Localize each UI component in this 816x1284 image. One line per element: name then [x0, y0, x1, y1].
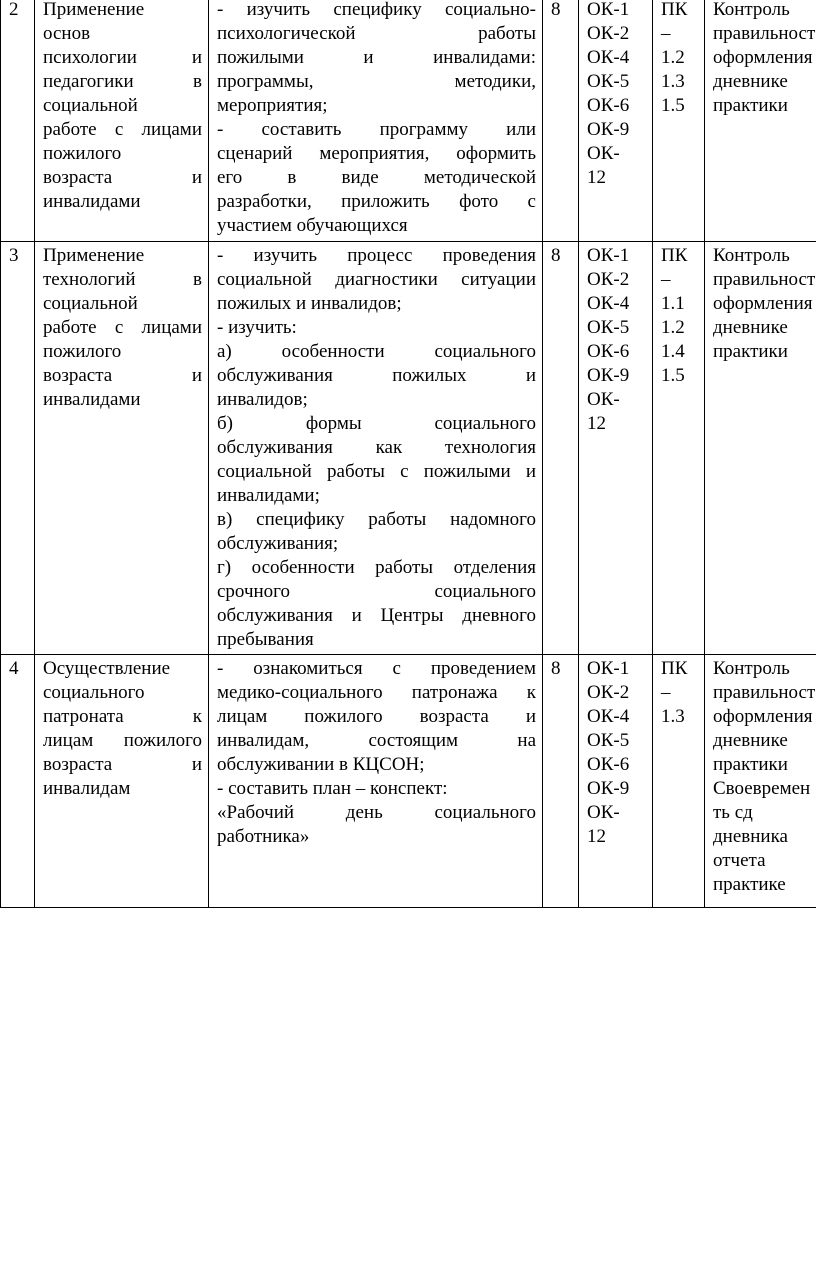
- pk-line: –: [661, 269, 671, 290]
- ok-line: ОК-5: [587, 317, 630, 338]
- table-body: [1, 0, 816, 908]
- topic-line: пожилого: [43, 341, 122, 362]
- control-line: отчета: [713, 850, 766, 871]
- ok-line: ОК-6: [587, 754, 630, 775]
- ok-line: ОК-: [587, 143, 620, 164]
- tasks-line: социальной диагностики ситуации: [217, 269, 536, 290]
- topic-line: лицам пожилого: [43, 730, 202, 751]
- tasks-line: обслуживания;: [217, 533, 339, 554]
- tasks-line: мероприятия;: [217, 95, 328, 116]
- tasks-line: пожилыми и инвалидами:: [217, 47, 536, 68]
- hours-cell: 8: [543, 655, 579, 908]
- tasks-line: - составить план – конспект:: [217, 778, 448, 799]
- table-row: [1, 0, 816, 242]
- ok-line: ОК-5: [587, 730, 630, 751]
- topic-line: возраста и: [43, 167, 202, 188]
- tasks-line: лицам пожилого возраста и: [217, 706, 536, 727]
- tasks-line: обслуживания как технология: [217, 437, 536, 458]
- general-competencies-cell: [579, 0, 653, 242]
- topic-line: инвалидами: [43, 389, 141, 410]
- ok-line: ОК-6: [587, 341, 630, 362]
- pk-line: 1.3: [661, 706, 685, 727]
- control-line: оформления: [713, 293, 813, 314]
- tasks-line: б) формы социального: [217, 413, 536, 434]
- tasks-line: медико-социального патронажа к: [217, 682, 536, 703]
- ok-line: ОК-: [587, 802, 620, 823]
- control-line: практики: [713, 341, 788, 362]
- control-line: оформления: [713, 47, 813, 68]
- row-number-cell: 3: [1, 242, 35, 655]
- pk-line: ПК: [661, 245, 688, 266]
- topic-line: социального: [43, 682, 145, 703]
- tasks-line: срочного социального: [217, 581, 536, 602]
- control-line: практики: [713, 754, 788, 775]
- tasks-line: инвалидов;: [217, 389, 308, 410]
- pk-line: 1.5: [661, 365, 685, 386]
- ok-line: ОК-1: [587, 658, 630, 679]
- tasks-line: в) специфику работы надомного: [217, 509, 536, 530]
- pk-line: 1.5: [661, 95, 685, 116]
- ok-line: ОК-1: [587, 245, 630, 266]
- topic-line: возраста и: [43, 754, 202, 775]
- control-line: дневнике: [713, 730, 788, 751]
- topic-line: работе с лицами: [43, 317, 202, 338]
- ok-line: ОК-9: [587, 778, 630, 799]
- ok-line: 12: [587, 826, 606, 847]
- topic-line: основ: [43, 23, 91, 44]
- tasks-line: психологической работы: [217, 23, 536, 44]
- tasks-line: - ознакомиться с проведением: [217, 658, 536, 679]
- tasks-line: работника»: [217, 826, 310, 847]
- control-line: правильност: [713, 682, 816, 703]
- control-line: дневнике: [713, 317, 788, 338]
- tasks-line: его в виде методической: [217, 167, 536, 188]
- tasks-line: участием обучающихся: [217, 215, 408, 236]
- ok-line: ОК-4: [587, 47, 630, 68]
- table-row: [1, 242, 816, 655]
- topic-line: инвалидам: [43, 778, 131, 799]
- tasks-line: обслуживании в КЦСОН;: [217, 754, 425, 775]
- control-form-cell: [705, 655, 816, 908]
- ok-line: ОК-6: [587, 95, 630, 116]
- pk-line: –: [661, 682, 671, 703]
- ok-line: ОК-4: [587, 706, 630, 727]
- pk-line: 1.1: [661, 293, 685, 314]
- tasks-line: пребывания: [217, 629, 314, 650]
- ok-line: ОК-9: [587, 365, 630, 386]
- tasks-line: обслуживания и Центры дневного: [217, 605, 536, 626]
- tasks-line: инвалидами;: [217, 485, 320, 506]
- tasks-line: социальной работы с пожилыми и: [217, 461, 536, 482]
- pk-line: ПК: [661, 0, 688, 20]
- topic-line: Осуществление: [43, 658, 171, 679]
- ok-line: 12: [587, 167, 606, 188]
- control-line: практике: [713, 874, 786, 895]
- tasks-line: - изучить:: [217, 317, 297, 338]
- professional-competencies-cell: [653, 0, 705, 242]
- control-line: Контроль: [713, 658, 790, 679]
- control-line: оформления: [713, 706, 813, 727]
- tasks-cell: [209, 242, 543, 655]
- topic-line: педагогики в: [43, 71, 202, 92]
- tasks-line: - изучить специфику социально-: [217, 0, 536, 20]
- tasks-line: - изучить процесс проведения: [217, 245, 536, 266]
- tasks-cell: [209, 0, 543, 242]
- ok-line: ОК-5: [587, 71, 630, 92]
- topic-line: Применение: [43, 245, 145, 266]
- tasks-line: - составить программу или: [217, 119, 536, 140]
- topic-cell: [35, 0, 209, 242]
- professional-competencies-cell: [653, 242, 705, 655]
- row-number-cell: 4: [1, 655, 35, 908]
- hours-cell: 8: [543, 242, 579, 655]
- ok-line: 12: [587, 413, 606, 434]
- pk-line: 1.2: [661, 317, 685, 338]
- ok-line: ОК-2: [587, 682, 630, 703]
- tasks-line: обслуживания пожилых и: [217, 365, 536, 386]
- topic-line: социальной: [43, 95, 138, 116]
- professional-competencies-cell: [653, 655, 705, 908]
- tasks-line: инвалидам, состоящим на: [217, 730, 536, 751]
- general-competencies-cell: [579, 655, 653, 908]
- topic-line: психологии и: [43, 47, 202, 68]
- topic-line: Применение: [43, 0, 145, 20]
- tasks-line: сценарий мероприятия, оформить: [217, 143, 536, 164]
- pk-line: 1.3: [661, 71, 685, 92]
- ok-line: ОК-4: [587, 293, 630, 314]
- table-row: [1, 655, 816, 908]
- hours-cell: 8: [543, 0, 579, 242]
- tasks-line: а) особенности социального: [217, 341, 536, 362]
- general-competencies-cell: [579, 242, 653, 655]
- tasks-line: «Рабочий день социального: [217, 802, 536, 823]
- ok-line: ОК-1: [587, 0, 630, 20]
- ok-line: ОК-2: [587, 23, 630, 44]
- ok-line: ОК-2: [587, 269, 630, 290]
- control-form-cell: [705, 242, 816, 655]
- control-line: практики: [713, 95, 788, 116]
- topic-line: инвалидами: [43, 191, 141, 212]
- topic-line: патроната к: [43, 706, 202, 727]
- topic-line: возраста и: [43, 365, 202, 386]
- pk-line: ПК: [661, 658, 688, 679]
- control-line: ть сд: [713, 802, 753, 823]
- pk-line: 1.4: [661, 341, 685, 362]
- topic-line: пожилого: [43, 143, 122, 164]
- tasks-line: разработки, приложить фото с: [217, 191, 536, 212]
- control-form-cell: [705, 0, 816, 242]
- topic-cell: [35, 242, 209, 655]
- control-line: Контроль: [713, 0, 790, 20]
- ok-line: ОК-: [587, 389, 620, 410]
- row-number-cell: 2: [1, 0, 35, 242]
- control-line: дневнике: [713, 71, 788, 92]
- control-line: правильност: [713, 269, 816, 290]
- control-line: Контроль: [713, 245, 790, 266]
- control-line: дневника: [713, 826, 788, 847]
- control-line: Своевремен: [713, 778, 811, 799]
- tasks-cell: [209, 655, 543, 908]
- pk-line: –: [661, 23, 671, 44]
- topic-line: технологий в: [43, 269, 202, 290]
- topic-line: социальной: [43, 293, 138, 314]
- tasks-line: программы, методики,: [217, 71, 536, 92]
- tasks-line: пожилых и инвалидов;: [217, 293, 402, 314]
- ok-line: ОК-9: [587, 119, 630, 140]
- control-line: правильност: [713, 23, 816, 44]
- topic-cell: [35, 655, 209, 908]
- tasks-line: г) особенности работы отделения: [217, 557, 536, 578]
- topic-line: работе с лицами: [43, 119, 202, 140]
- pk-line: 1.2: [661, 47, 685, 68]
